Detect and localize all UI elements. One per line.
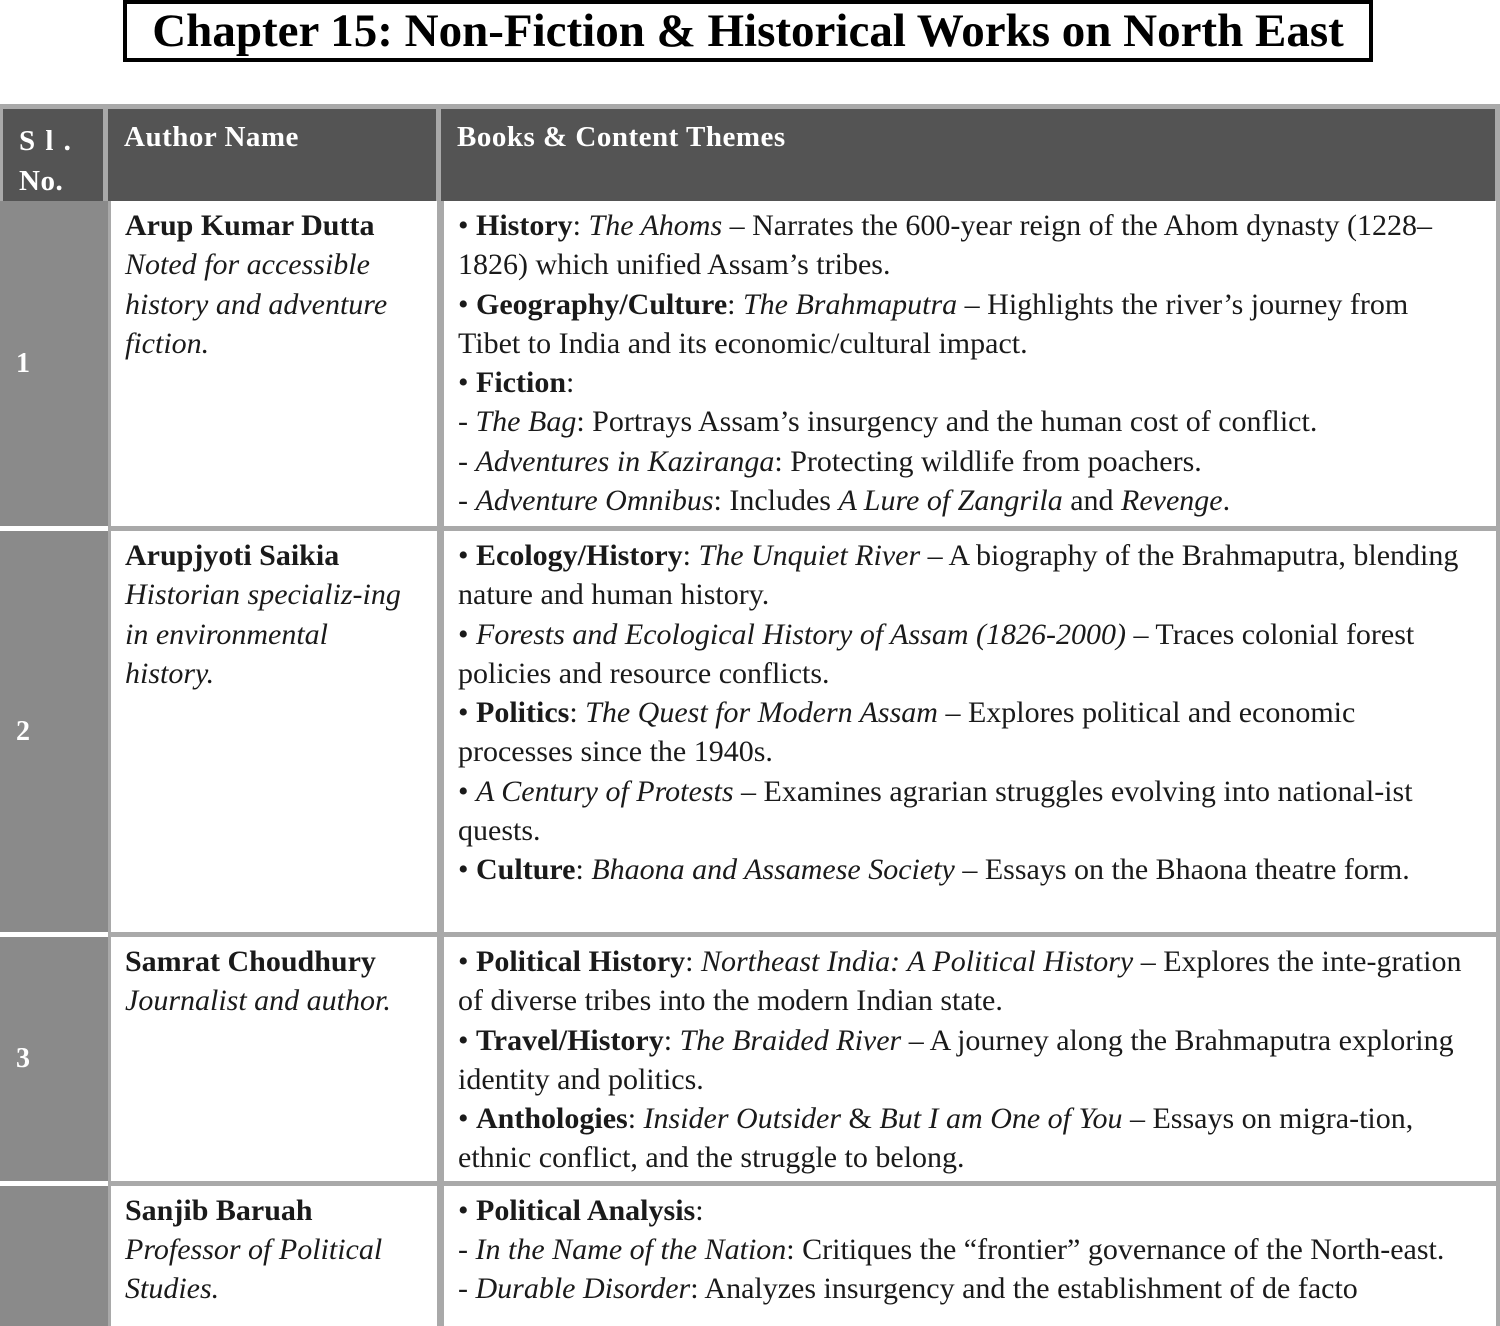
book-category: Politics (476, 696, 570, 730)
book-title: The Bag (475, 405, 577, 439)
books-cell (441, 201, 1500, 531)
book-category: Political History (476, 945, 686, 978)
book-category: Ecology/History (476, 539, 683, 572)
book-text: • (458, 617, 477, 651)
book-text: • (458, 853, 477, 887)
author-description: Historian specializ-ing in environmental history. (125, 578, 401, 690)
book-text: – A journey along the Brahmaputra exploring identity and politics. (458, 1023, 1454, 1096)
book-entry (458, 285, 1476, 364)
book-text: • (458, 209, 477, 242)
book-entry (458, 1021, 1476, 1100)
book-text: : Includes (713, 484, 839, 518)
book-text: : Protecting wildlife from poachers. (774, 444, 1202, 478)
book-text: : Analyzes insurgency and the establishment of de facto (690, 1272, 1358, 1306)
book-title: The Brahmaputra (742, 287, 958, 321)
book-text: • (458, 1023, 477, 1057)
book-text: : Portrays Assam’s insurgency and the human cost of conflict. (576, 405, 1318, 439)
book-entry (458, 850, 1476, 889)
book-title: The Ahoms (588, 209, 723, 242)
book-title: Bhaona and Assamese Society (591, 853, 955, 887)
book-category: Political Analysis (476, 1193, 696, 1227)
books-cell (441, 937, 1500, 1186)
books-cell (441, 1186, 1500, 1326)
table-row (0, 531, 1500, 937)
author-description: Professor of Political Studies. (125, 1233, 383, 1306)
table-row (0, 1186, 1500, 1326)
book-title: The Braided River (679, 1023, 902, 1057)
author-cell (108, 531, 441, 937)
author-name: Samrat Choudhury (125, 945, 376, 978)
book-entry (458, 442, 1476, 481)
column-header-sl-no: S l . No. (0, 104, 108, 201)
book-text: : Critiques the “frontier” governance of the North-east. (786, 1233, 1445, 1267)
book-entry (458, 942, 1476, 1021)
book-text: • (458, 287, 477, 321)
author-name: Arup Kumar Dutta (125, 209, 375, 242)
sl-no-cell: 2 (0, 531, 108, 937)
book-category: Culture (476, 853, 576, 887)
book-text: • (458, 366, 477, 400)
book-text: - (458, 405, 476, 439)
book-title: A Lure of Zangrila (838, 484, 1063, 518)
book-text: • (458, 1102, 477, 1136)
books-cell (441, 531, 1500, 937)
book-text: • (458, 945, 477, 978)
book-text: – A biography of the Brahmaputra, blending nature and human history. (458, 539, 1459, 612)
book-text: – Essays on migra-tion, ethnic conflict, and the struggle to belong. (458, 1102, 1414, 1175)
table-header-row (0, 104, 1500, 201)
book-text: • (458, 1193, 477, 1227)
book-title: Adventure Omnibus (475, 484, 714, 518)
book-entry (458, 481, 1476, 520)
book-text: • (458, 696, 477, 730)
book-text: – Explores the inte-gration of diverse tribes into the modern Indian state. (458, 945, 1462, 1018)
sl-no-cell: 1 (0, 201, 108, 531)
book-text: : (569, 696, 586, 730)
book-category: Fiction (476, 366, 567, 400)
author-cell (108, 1186, 441, 1326)
table-row (0, 201, 1500, 531)
chapter-title: Chapter 15: Non-Fiction & Historical Works on North East (123, 0, 1373, 62)
author-description: Noted for accessible history and adventure fiction. (125, 248, 388, 360)
book-text: – Traces colonial forest policies and resource conflicts. (458, 617, 1415, 690)
book-text: – Highlights the river’s journey from Tibet to India and its economic/cultural impact. (458, 287, 1409, 360)
book-entry (458, 206, 1476, 285)
book-title: A Century of Protests (476, 774, 734, 808)
book-entry (458, 1191, 1476, 1230)
book-title: The Quest for Modern Assam (585, 696, 938, 730)
book-title: Northeast India: A Political History (700, 945, 1134, 978)
book-title: Adventures in Kaziranga (475, 444, 775, 478)
book-text: . (1222, 484, 1231, 518)
book-text: • (458, 539, 477, 572)
book-title: Insider Outsider (643, 1102, 842, 1136)
book-text: : (695, 1193, 704, 1227)
author-description: Journalist and author. (125, 984, 391, 1018)
column-header-books: Books & Content Themes (441, 104, 1500, 201)
book-text: - (458, 1233, 476, 1267)
book-title: Revenge (1121, 484, 1223, 518)
author-name: Sanjib Baruah (125, 1193, 313, 1227)
book-text: - (458, 484, 476, 518)
book-text: : (572, 209, 589, 242)
book-category: Travel/History (476, 1023, 664, 1057)
book-entry (458, 402, 1476, 441)
book-entry (458, 693, 1476, 772)
book-title: Durable Disorder (475, 1272, 691, 1306)
book-text: – Examines agrarian struggles evolving into national-ist quests. (458, 774, 1413, 848)
book-text: and (1062, 484, 1122, 518)
author-name: Arupjyoti Saikia (125, 539, 340, 572)
book-text: : (685, 945, 701, 978)
book-entry (458, 536, 1476, 615)
book-entry (458, 1099, 1476, 1178)
author-cell (108, 937, 441, 1186)
table-body (0, 201, 1500, 1326)
book-text: : (682, 539, 699, 572)
book-category: History (476, 209, 573, 242)
book-entry (458, 1230, 1476, 1269)
book-text: - (458, 1272, 476, 1306)
authors-table (0, 104, 1500, 1326)
book-text: : (663, 1023, 680, 1057)
book-entry (458, 1269, 1476, 1308)
book-entry (458, 772, 1476, 851)
book-text: : (727, 287, 743, 321)
book-title: In the Name of the Nation (475, 1233, 787, 1267)
author-cell (108, 201, 441, 531)
book-text: - (458, 444, 476, 478)
book-text: & (841, 1102, 880, 1136)
book-category: Geography/Culture (476, 287, 728, 321)
book-text: : (627, 1102, 644, 1136)
book-text: : (566, 366, 575, 400)
book-text: – Narrates the 600-year reign of the Ahom dynasty (1228–1826) which unified Assam’s tribes. (458, 209, 1432, 282)
book-text: – Essays on the Bhaona theatre form. (954, 853, 1410, 887)
book-title: But I am One of You (879, 1102, 1123, 1136)
book-entry (458, 615, 1476, 694)
sl-no-cell: 3 (0, 937, 108, 1186)
book-entry (458, 363, 1476, 402)
sl-no-cell (0, 1186, 108, 1326)
book-category: Anthologies (476, 1102, 628, 1136)
book-text: – Explores political and economic processes since the 1940s. (458, 696, 1356, 769)
table-row (0, 937, 1500, 1186)
column-header-author: Author Name (108, 104, 441, 201)
book-text: • (458, 774, 477, 808)
book-title: Forests and Ecological History of Assam (1826-2000) (476, 617, 1126, 651)
book-title: The Unquiet River (698, 539, 921, 572)
book-text: : (575, 853, 592, 887)
